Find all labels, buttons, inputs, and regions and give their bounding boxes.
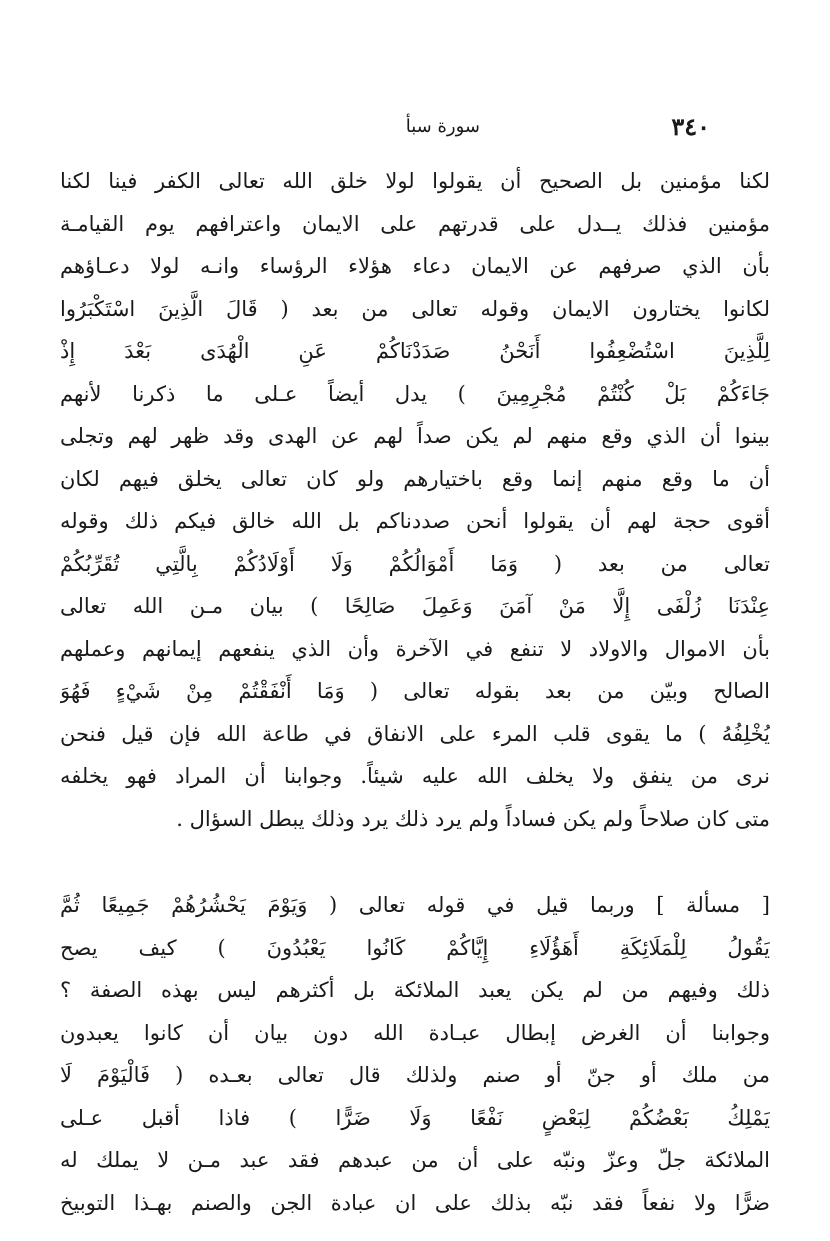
paragraph-2 [60, 884, 770, 1224]
text-line: [ مسألة ] وربما قيل في قوله تعالى ( وَيَوْمَ يَحْشُرُهُمْ جَمِيعًا ثُمَّ [60, 893, 770, 917]
text-line: نرى من ينفق ولا يخلف الله عليه شيئاً. وجوابنا أن المراد فهو يخلفه [60, 764, 770, 788]
text-line: مؤمنين فذلك يــدل على قدرتهم على الايمان واعترافهم يوم القيامـة [60, 211, 770, 236]
text-line: بأن الاموال والاولاد لا تنفع في الآخرة وأن الذي ينفعهم إيمانهم وعملهم [60, 636, 770, 661]
text-line: لكانوا يختارون الايمان وقوله تعالى من بعد ( قَالَ الَّذِينَ اسْتَكْبَرُوا [60, 296, 770, 321]
running-head-title: سورة سبأ [405, 116, 480, 137]
paragraph-1 [60, 160, 770, 840]
text-line: جَاءَكُمْ بَلْ كُنْتُمْ مُجْرِمِينَ ) يدل أيضاً عـلى ما ذكرنا لأنهم [60, 381, 770, 406]
text-line: تعالى من بعد ( وَمَا أَمْوَالُكُمْ وَلَا أَوْلَادُكُمْ بِالَّتِي تُقَرِّبُكُمْ [60, 551, 770, 576]
text-line: من ملك أو جنّ أو صنم ولذلك قال تعالى بعـده ( فَالْيَوْمَ لَا [60, 1063, 770, 1087]
page-body [60, 160, 770, 1224]
text-line: ذلك وفيهم من لم يكن يعبد الملائكة بل أكثرهم ليس بهذه الصفة ؟ [60, 978, 770, 1002]
page-number: ٣٤٠ [671, 112, 710, 141]
text-line: عِنْدَنَا زُلْفَى إِلَّا مَنْ آمَنَ وَعَمِلَ صَالِحًا ) بيان مـن الله تعالى [60, 594, 770, 618]
text-line: بينوا أن الذي وقع منهم لم يكن صداً لهم عن الهدى وقد ظهر لهم وتجلى [60, 424, 770, 448]
text-line: بأن الذي صرفهم عن الايمان دعاء هؤلاء الرؤساء وانـه لولا دعـاؤهم [60, 254, 770, 278]
text-line: لِلَّذِينَ اسْتُضْعِفُوا أَنَحْنُ صَدَدْنَاكُمْ عَنِ الْهُدَى بَعْدَ إِذْ [60, 339, 770, 363]
text-line: أقوى حجة لهم أن يقولوا أنحن صددناكم بل الله خالق فيكم ذلك وقوله [60, 509, 770, 533]
text-line: الملائكة جلّ وعزّ ونبّه على أن من عبدهم فقد عبد مـن لا يملك له [60, 1148, 770, 1172]
text-line: أن ما وقع منهم إنما وقع باختيارهم ولو كان تعالى يخلق فيهم لكان [60, 466, 770, 491]
text-line: يَمْلِكُ بَعْضُكُمْ لِبَعْضٍ نَفْعًا وَلَا ضَرًّا ) فاذا أقبل عـلى [60, 1105, 770, 1130]
paragraph-gap [60, 840, 770, 884]
text-line: لكنا مؤمنين بل الصحيح أن يقولوا لولا خلق الله تعالى الكفر فينا لكنا [60, 169, 770, 193]
text-line: متى كان صلاحاً ولم يكن فساداً ولم يرد ذلك يرد وذلك يبطل السؤال . [176, 806, 770, 831]
page-header [330, 112, 710, 142]
text-line: وجوابنا أن الغرض إبطال عبـادة الله دون بيان أن كانوا يعبدون [60, 1020, 770, 1045]
text-line: يَقُولُ لِلْمَلَائِكَةِ أَهَؤُلَاءِ إِيَّاكُمْ كَانُوا يَعْبُدُونَ ) كيف يصح [60, 935, 770, 960]
text-line: الصالح وبيّن من بعد بقوله تعالى ( وَمَا أَنْفَقْتُمْ مِنْ شَيْءٍ فَهُوَ [60, 679, 770, 703]
text-line: ضرًّا ولا نفعاً فقد نبّه بذلك على ان عبادة الجن والصنم بهـذا التوبيخ [60, 1190, 770, 1215]
text-line: يُخْلِفُهُ ) ما يقوى قلب المرء على الانفاق في طاعة الله فإن قيل فنحن [60, 721, 770, 746]
